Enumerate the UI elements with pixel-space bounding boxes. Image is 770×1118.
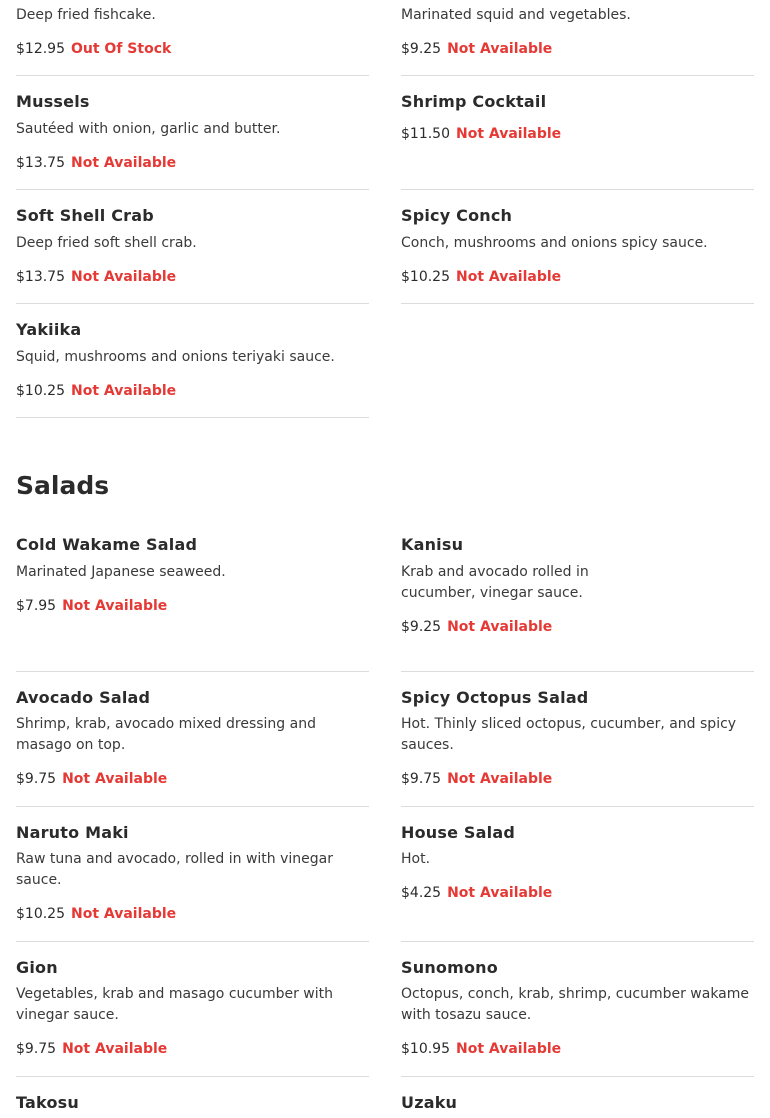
item-name: Kanisu: [401, 535, 464, 554]
item-price-line: [16, 598, 167, 614]
menu-item[interactable]: [16, 76, 369, 190]
stock-status: Not Available: [447, 619, 553, 635]
menu-item[interactable]: [401, 807, 754, 942]
stock-status: Not Available: [456, 1041, 562, 1057]
item-name: Soft Shell Crab: [16, 206, 154, 225]
stock-status: Not Available: [447, 885, 553, 901]
item-price: $10.25: [16, 383, 65, 399]
item-description: Hot.: [401, 851, 431, 867]
item-price-line: [401, 126, 561, 142]
item-name: House Salad: [401, 823, 515, 842]
item-price: $9.25: [401, 41, 442, 57]
item-description: Conch, mushrooms and onions spicy sauce.: [401, 235, 708, 251]
item-price: $13.75: [16, 155, 65, 171]
stock-status: Not Available: [62, 1041, 168, 1057]
item-price: $9.75: [401, 771, 442, 787]
stock-status: Not Available: [71, 155, 177, 171]
menu-item[interactable]: [401, 672, 754, 807]
item-description: Deep fried fishcake.: [16, 7, 156, 23]
item-price: $11.50: [401, 126, 450, 142]
stock-status: Not Available: [447, 771, 553, 787]
stock-status: Not Available: [71, 906, 177, 922]
item-description: Squid, mushrooms and onions teriyaki sauce.: [16, 349, 335, 365]
section-title-salads: Salads: [16, 471, 110, 500]
item-name: Takosu: [16, 1093, 79, 1112]
item-price-line: [16, 771, 167, 787]
item-description: Marinated squid and vegetables.: [401, 7, 631, 23]
item-price-line: [401, 41, 552, 57]
item-price: $10.95: [401, 1041, 450, 1057]
stock-status: Not Available: [71, 269, 177, 285]
item-price-line: [16, 269, 176, 285]
item-description: Hot. Thinly sliced octopus, cucumber, and spicy sauces.: [401, 716, 737, 753]
stock-status: Not Available: [447, 41, 553, 57]
stock-status: Not Available: [62, 771, 168, 787]
menu-item[interactable]: [16, 190, 369, 304]
menu-item[interactable]: [16, 520, 369, 672]
item-price-line: [16, 155, 176, 171]
item-description: Vegetables, krab and masago cucumber with vinegar sauce.: [16, 986, 334, 1023]
menu-item[interactable]: [401, 0, 754, 76]
menu-item[interactable]: [16, 0, 369, 76]
item-price: $12.95: [16, 41, 65, 57]
item-name: Cold Wakame Salad: [16, 535, 198, 554]
item-name: Mussels: [16, 92, 90, 111]
menu-item[interactable]: [401, 942, 754, 1077]
item-price: $4.25: [401, 885, 442, 901]
item-name: Gion: [16, 958, 58, 977]
item-price-line: [401, 1041, 561, 1057]
item-price: $9.25: [401, 619, 442, 635]
menu-item[interactable]: [401, 1077, 754, 1118]
item-description: Raw tuna and avocado, rolled in with vinegar sauce.: [16, 851, 334, 888]
stock-status: Not Available: [71, 383, 177, 399]
stock-status: Not Available: [62, 598, 168, 614]
item-price-line: [401, 885, 552, 901]
stock-status: Not Available: [456, 269, 562, 285]
item-name: Spicy Conch: [401, 206, 513, 225]
item-price-line: [401, 619, 552, 635]
item-name: Uzaku: [401, 1093, 458, 1112]
item-price: $10.25: [401, 269, 450, 285]
item-description: Shrimp, krab, avocado mixed dressing and masago on top.: [16, 716, 316, 753]
menu-item[interactable]: [16, 304, 369, 418]
item-description: Marinated Japanese seaweed.: [16, 564, 226, 580]
item-description: Sautéed with onion, garlic and butter.: [16, 121, 281, 137]
item-price-line: [16, 1041, 167, 1057]
menu-item[interactable]: [16, 672, 369, 807]
item-description: Krab and avocado rolled in cucumber, vinegar sauce.: [401, 564, 589, 601]
item-description: Octopus, conch, krab, shrimp, cucumber wakame with tosazu sauce.: [401, 986, 750, 1023]
item-price: $9.75: [16, 771, 57, 787]
menu-item[interactable]: [16, 942, 369, 1077]
menu-item[interactable]: [401, 190, 754, 304]
item-price: $7.95: [16, 598, 57, 614]
item-name: Spicy Octopus Salad: [401, 688, 589, 707]
item-price: $10.25: [16, 906, 65, 922]
item-price: $9.75: [16, 1041, 57, 1057]
item-price-line: [401, 771, 552, 787]
item-name: Naruto Maki: [16, 823, 129, 842]
stock-status: Out Of Stock: [71, 41, 172, 57]
item-name: Shrimp Cocktail: [401, 92, 547, 111]
item-description: Deep fried soft shell crab.: [16, 235, 197, 251]
item-name: Avocado Salad: [16, 688, 151, 707]
item-price: $13.75: [16, 269, 65, 285]
item-name: Sunomono: [401, 958, 498, 977]
item-name: Yakiika: [16, 320, 82, 339]
item-price-line: [401, 269, 561, 285]
item-price-line: [16, 906, 176, 922]
menu-item[interactable]: [401, 76, 754, 190]
item-price-line: [16, 383, 176, 399]
stock-status: Not Available: [456, 126, 562, 142]
menu-item[interactable]: [401, 520, 754, 672]
item-price-line: [16, 41, 171, 57]
menu-item[interactable]: [16, 807, 369, 942]
menu-item[interactable]: [16, 1077, 369, 1118]
